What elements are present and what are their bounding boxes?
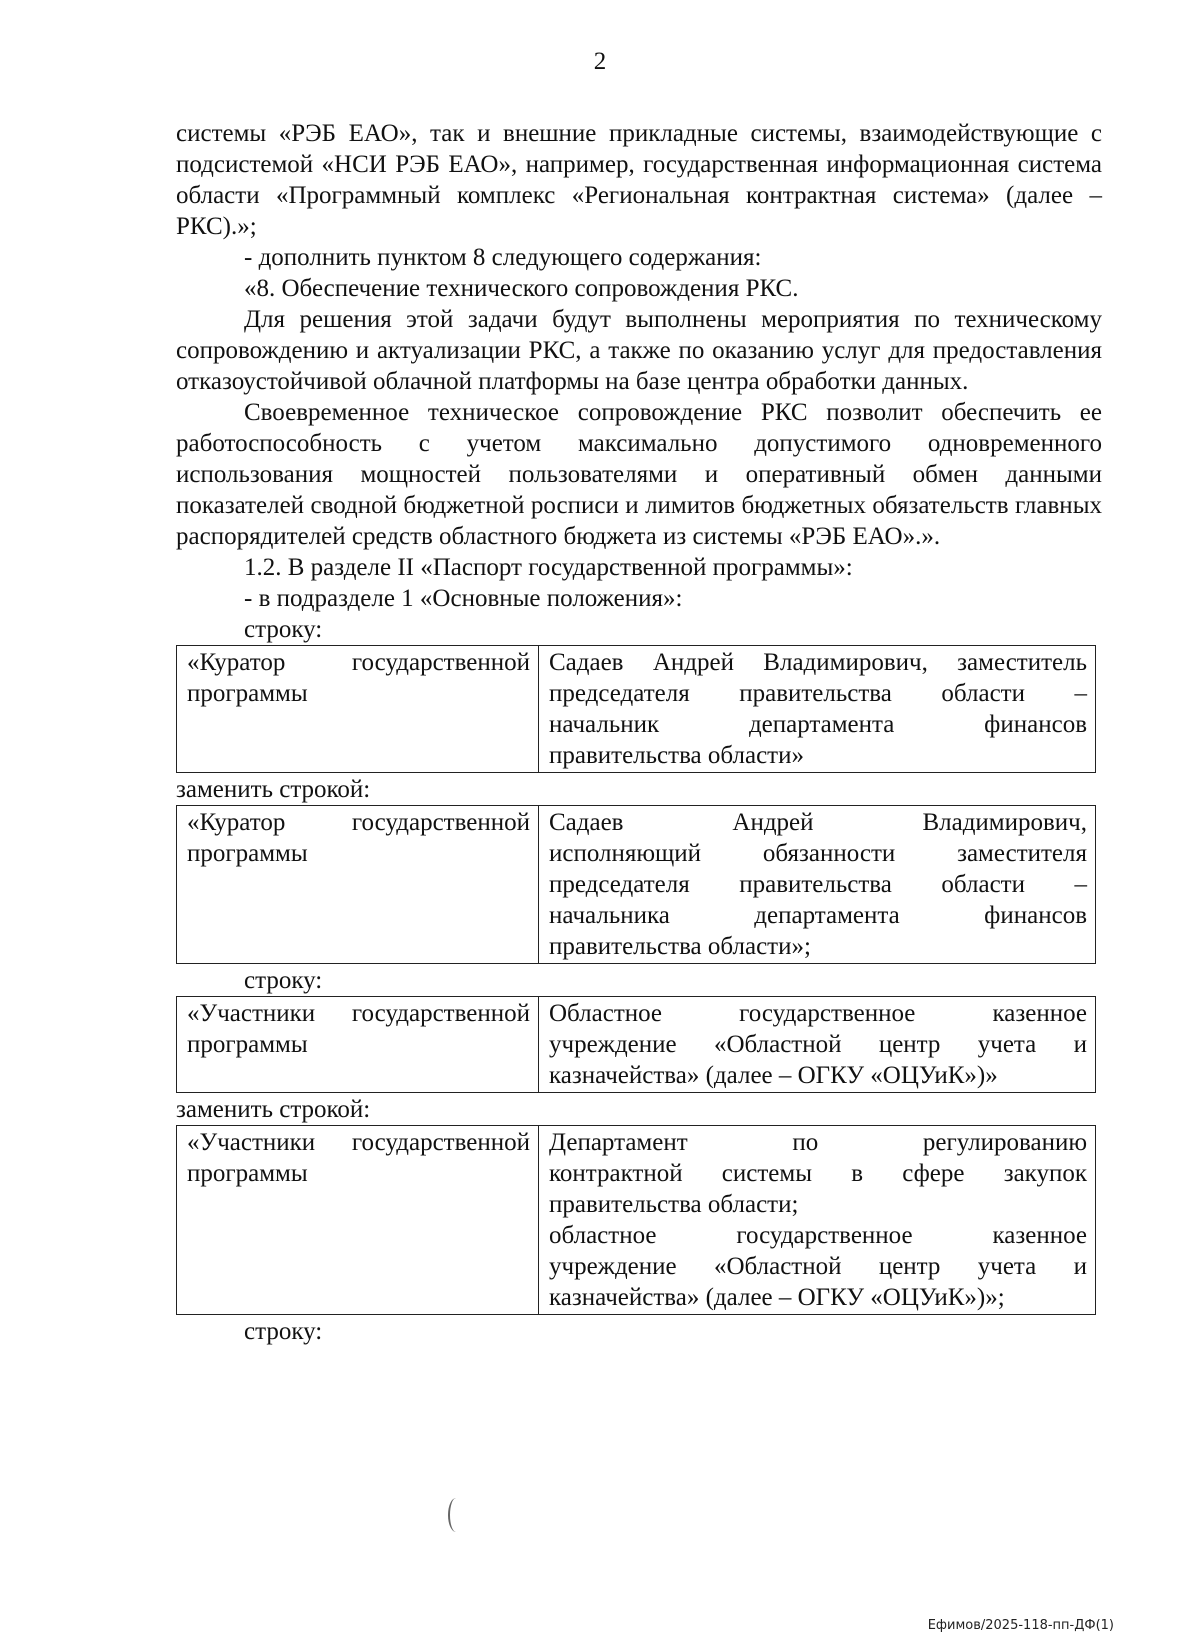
row-label: строку: <box>244 967 323 994</box>
cell-line: Садаев Андрей Владимирович, <box>549 809 1087 836</box>
text-line: взаимодействующие с подсистемой «НСИ РЭБ ЕАО», например, <box>176 120 1102 178</box>
table-row <box>177 1126 1096 1315</box>
table-row <box>177 646 1096 773</box>
cell-line: учреждение «Областной центр учета и <box>549 1031 1087 1058</box>
cell-line: Областное государственное казенное <box>549 1000 1087 1027</box>
add-item-instruction: - дополнить пунктом 8 следующего содержания: <box>244 244 762 271</box>
cell-line: председателя правительства области – <box>549 680 1087 707</box>
cell-line: контрактной системы в сфере закупок <box>549 1160 1087 1187</box>
curator-new-table <box>176 805 1096 964</box>
cell-line: областное государственное казенное <box>549 1222 1087 1249</box>
table-row <box>177 997 1096 1093</box>
participants-new-table <box>176 1125 1096 1315</box>
row-label: строку: <box>244 616 323 643</box>
text-line: государственная информационная система области «Программный комплекс <box>176 151 1103 209</box>
table-cell-label <box>177 646 539 773</box>
cell-line: начальник департамента финансов <box>549 711 1087 738</box>
cell-line: правительства области; <box>549 1191 799 1218</box>
cell-line: программы <box>187 1031 308 1058</box>
cell-line: программы <box>187 840 308 867</box>
cell-line: Садаев Андрей Владимирович, заместитель <box>549 649 1087 676</box>
paragraph-continuation <box>176 118 1102 242</box>
row-label: строку: <box>244 1318 323 1345</box>
participants-old-table <box>176 996 1096 1093</box>
section-heading: 1.2. В разделе II «Паспорт государственной программы»: <box>244 554 853 581</box>
table-cell-value <box>539 997 1096 1093</box>
table-cell-value <box>539 1126 1096 1315</box>
cell-line: программы <box>187 1160 308 1187</box>
text-line: системы «РЭБ ЕАО», так и внешние прикладные системы, <box>176 120 847 147</box>
curator-old-table <box>176 645 1096 773</box>
text-line: «Региональная контрактная система» (далее – РКС).»; <box>176 182 1103 240</box>
cell-line: программы <box>187 680 308 707</box>
subsection-heading: - в подразделе 1 «Основные положения»: <box>244 585 683 612</box>
paragraph-tasks: Для решения этой задачи будут выполнены мероприятия по техническому сопровождению и актуализации РКС, а также по оказанию услуг для предоставления отказоустойчивой облачной платформы на базе центра обработки данных. <box>176 306 1102 395</box>
pen-mark <box>448 1498 464 1532</box>
cell-line: исполняющий обязанности заместителя <box>549 840 1087 867</box>
cell-line: «Куратор государственной <box>187 809 530 836</box>
cell-line: «Участники государственной <box>187 1000 530 1027</box>
item-8-heading: «8. Обеспечение технического сопровождения РКС. <box>244 275 799 302</box>
cell-line: правительства области» <box>549 742 804 769</box>
table-cell-label <box>177 1126 539 1315</box>
replace-label: заменить строкой: <box>176 1096 371 1123</box>
replace-label: заменить строкой: <box>176 776 371 803</box>
cell-line: правительства области»; <box>549 933 811 960</box>
cell-line: учреждение «Областной центр учета и <box>549 1253 1087 1280</box>
table-cell-label <box>177 806 539 964</box>
document-code: Ефимов/2025-118-пп-ДФ(1) <box>927 1618 1114 1633</box>
page-number: 2 <box>593 48 607 75</box>
table-cell-value <box>539 646 1096 773</box>
cell-line: председателя правительства области – <box>549 871 1087 898</box>
cell-line: казначейства» (далее – ОГКУ «ОЦУиК»)» <box>549 1062 998 1089</box>
cell-line: начальника департамента финансов <box>549 902 1087 929</box>
cell-line: «Участники государственной <box>187 1129 530 1156</box>
cell-line: казначейства» (далее – ОГКУ «ОЦУиК»)»; <box>549 1284 1005 1311</box>
document-body <box>176 118 1102 1347</box>
cell-line: Департамент по регулированию <box>549 1129 1087 1156</box>
table-cell-label <box>177 997 539 1093</box>
table-cell-value <box>539 806 1096 964</box>
paragraph-support: Своевременное техническое сопровождение РКС позволит обеспечить ее работоспособность с учетом максимально допустимого одновременного использования мощностей пользователями и оперативный обмен данными показателей сводной бюджетной росписи и лимитов бюджетных обязательств главных распорядителей средств областного бюджета из системы «РЭБ ЕАО».». <box>176 399 1102 550</box>
cell-line: «Куратор государственной <box>187 649 530 676</box>
table-row <box>177 806 1096 964</box>
